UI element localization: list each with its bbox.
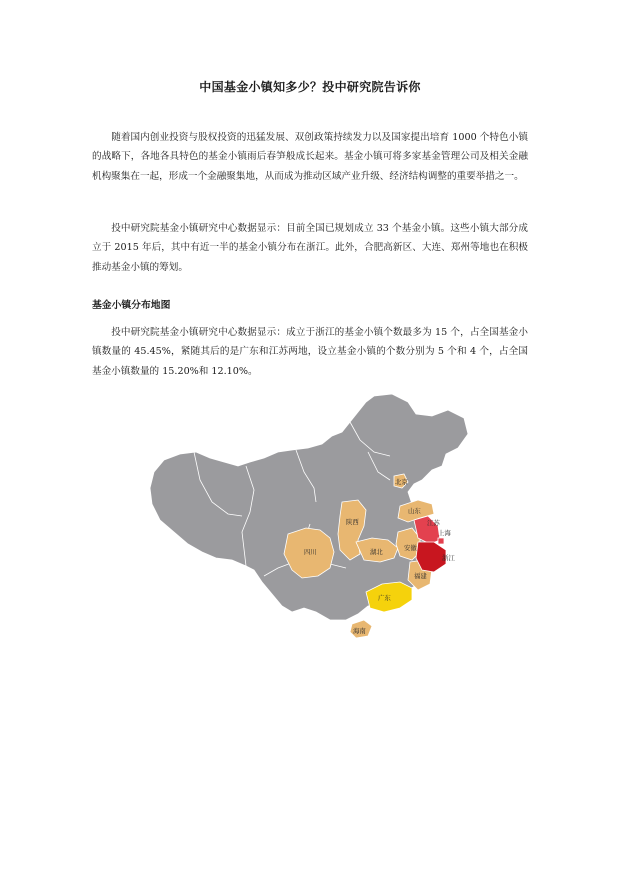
distribution-paragraph: 投中研究院基金小镇研究中心数据显示：成立于浙江的基金小镇个数最多为 15 个，占全国基金小镇数量的 45.45%，紧随其后的是广东和江苏两地，设立基金小镇的个数分别为 5 个和 4 个，占全国基金小镇数量的 15.20%和 12.10%。 [92,327,528,377]
intro-paragraph: 随着国内创业投资与股权投资的迅猛发展、双创政策持续发力以及国家提出培育 1000 个特色小镇的战略下，各地各具特色的基金小镇雨后春笋般成长起来。基金小镇可将多家基金管理公司及相关金融机构聚集在一起，形成一个金融聚集地，从而成为推动区域产业升级、经济结构调整的重要举措之一。 [92,132,528,182]
data-paragraph: 投中研究院基金小镇研究中心数据显示：目前全国已规划成立 33 个基金小镇。这些小镇大部分成立于 2015 年后，其中有近一半的基金小镇分布在浙江。此外，合肥高新区、大连、郑州等地也在积极推动基金小镇的筹划。 [92,223,528,273]
section-heading: 基金小镇分布地图 [92,300,171,311]
label-beijing: 北京 [395,478,408,486]
fund-town-distribution-map [146,392,502,648]
label-fujian: 福建 [414,572,427,580]
label-shaanxi: 陕西 [346,518,359,526]
province-shanghai [438,538,444,544]
label-guangdong: 广东 [378,594,391,602]
label-hubei: 湖北 [370,548,383,556]
label-anhui: 安徽 [404,544,417,552]
label-jiangsu: 江苏 [427,519,440,527]
label-sichuan: 四川 [304,548,317,556]
label-hainan: 海南 [353,627,366,635]
label-shandong: 山东 [408,507,421,515]
label-zhejiang: 浙江 [442,554,455,562]
label-shanghai: 上海 [438,529,451,537]
document-title: 中国基金小镇知多少？投中研究院告诉你 [199,80,421,94]
